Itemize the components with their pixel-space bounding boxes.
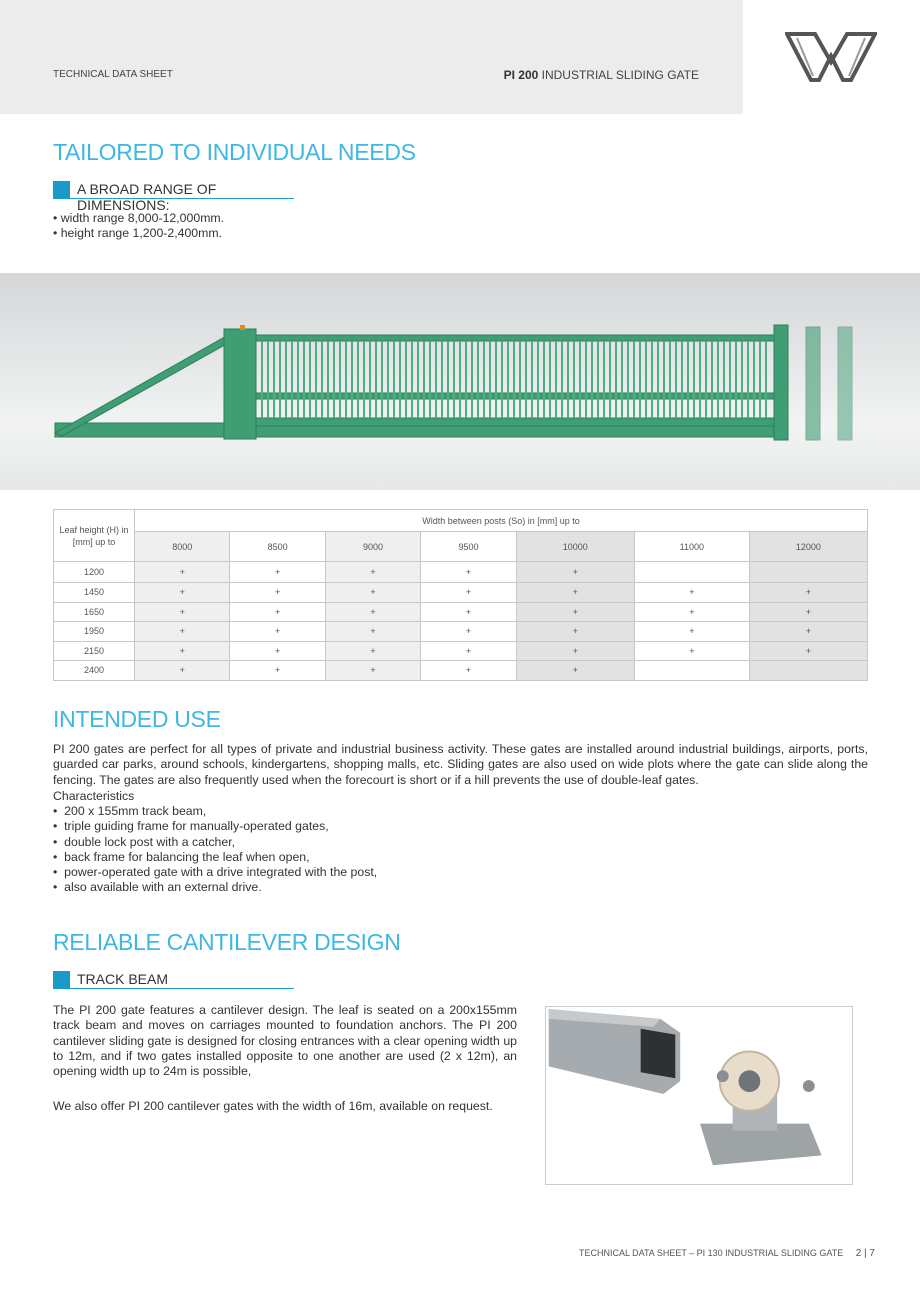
- availability-cell: +: [421, 602, 516, 622]
- characteristic-item: • also available with an external drive.: [53, 880, 262, 895]
- availability-cell: +: [421, 583, 516, 603]
- width-header-12000: 12000: [749, 532, 867, 562]
- height-cell: 1650: [54, 602, 135, 622]
- page-number: 2 | 7: [855, 1248, 875, 1259]
- availability-cell: +: [516, 641, 634, 661]
- header-doc-type: TECHNICAL DATA SHEET: [53, 69, 173, 80]
- sliding-gate-image: [0, 273, 920, 490]
- footer: [579, 1248, 875, 1259]
- availability-cell: +: [421, 562, 516, 583]
- section-title-tailored: TAILORED TO INDIVIDUAL NEEDS: [53, 139, 416, 165]
- dimensions-table: [53, 509, 868, 681]
- availability-cell: +: [421, 641, 516, 661]
- header-band: [0, 0, 743, 114]
- cantilever-note: We also offer PI 200 cantilever gates with the width of 16m, available on request.: [53, 1099, 493, 1113]
- height-cell: 1450: [54, 583, 135, 603]
- availability-cell: +: [135, 661, 230, 681]
- availability-cell: +: [634, 641, 749, 661]
- table-row: [54, 622, 868, 642]
- section-title-intended-use: INTENDED USE: [53, 706, 221, 732]
- availability-cell: [749, 562, 867, 583]
- track-beam-image: [545, 1006, 853, 1185]
- availability-cell: +: [325, 622, 420, 642]
- header-product: [504, 68, 699, 82]
- bullet-width: • width range 8,000-12,000mm.: [53, 211, 225, 225]
- availability-cell: +: [325, 661, 420, 681]
- availability-cell: +: [230, 602, 325, 622]
- row-header: Leaf height (H) in [mm] up to: [54, 510, 135, 562]
- availability-cell: +: [230, 661, 325, 681]
- height-cell: 2400: [54, 661, 135, 681]
- width-header-10000: 10000: [516, 532, 634, 562]
- availability-cell: +: [230, 641, 325, 661]
- availability-cell: +: [516, 562, 634, 583]
- availability-cell: +: [421, 661, 516, 681]
- section-title-cantilever: RELIABLE CANTILEVER DESIGN: [53, 929, 401, 955]
- availability-cell: [634, 661, 749, 681]
- availability-cell: +: [516, 661, 634, 681]
- availability-cell: +: [634, 622, 749, 642]
- brand-logo: [785, 32, 877, 82]
- subheading-track-beam: TRACK BEAM: [53, 971, 294, 989]
- availability-cell: +: [749, 641, 867, 661]
- width-header-9500: 9500: [421, 532, 516, 562]
- availability-cell: +: [135, 641, 230, 661]
- footer-text: TECHNICAL DATA SHEET – PI 130 INDUSTRIAL SLIDING GATE: [578, 1248, 844, 1258]
- width-header-8500: 8500: [230, 532, 325, 562]
- availability-cell: +: [325, 602, 420, 622]
- table-row: [54, 641, 868, 661]
- dimension-bullets: [53, 211, 224, 242]
- availability-cell: +: [516, 622, 634, 642]
- subheading-dimensions: A BROAD RANGE OF DIMENSIONS:: [53, 181, 294, 199]
- availability-cell: +: [230, 562, 325, 583]
- availability-cell: +: [230, 622, 325, 642]
- availability-cell: [749, 661, 867, 681]
- table-row: [54, 583, 868, 603]
- characteristic-item: • double lock post with a catcher,: [53, 834, 236, 849]
- availability-cell: +: [135, 583, 230, 603]
- availability-cell: +: [634, 583, 749, 603]
- table-row: [54, 602, 868, 622]
- table-row: [54, 562, 868, 583]
- intended-use-paragraph: PI 200 gates are perfect for all types of private and industrial business activity. These gates are installed around industrial buildings, airports, ports, guarded car parks, around schools, kindergartens, shopping malls, etc. Sliding gates are also used on wide plots where the gate can slide along the fencing. The gates are also frequently used when the forecourt is short or if a hill prevents the use of double-leaf gates.: [53, 742, 868, 787]
- availability-cell: +: [749, 602, 867, 622]
- product-code: PI 200: [503, 68, 539, 82]
- table-row: [54, 661, 868, 681]
- width-header-9000: 9000: [325, 532, 420, 562]
- characteristic-item: • power-operated gate with a drive integrated with the post,: [53, 865, 378, 880]
- characteristic-item: • back frame for balancing the leaf when open,: [53, 849, 310, 864]
- bullet-height: • height range 1,200-2,400mm.: [53, 226, 223, 241]
- availability-cell: +: [230, 583, 325, 603]
- availability-cell: +: [135, 622, 230, 642]
- availability-cell: [634, 562, 749, 583]
- availability-cell: +: [421, 622, 516, 642]
- availability-cell: +: [325, 562, 420, 583]
- height-cell: 1950: [54, 622, 135, 642]
- width-header-11000: 11000: [634, 532, 749, 562]
- characteristics-list: [53, 804, 377, 896]
- availability-cell: +: [325, 641, 420, 661]
- width-header-8000: 8000: [135, 532, 230, 562]
- characteristic-item: • 200 x 155mm track beam,: [53, 804, 207, 818]
- product-name: INDUSTRIAL SLIDING GATE: [538, 68, 699, 82]
- availability-cell: +: [516, 602, 634, 622]
- availability-cell: +: [749, 622, 867, 642]
- characteristics-label: Characteristics: [53, 789, 135, 803]
- availability-cell: +: [516, 583, 634, 603]
- height-cell: 2150: [54, 641, 135, 661]
- column-header: Width between posts (So) in [mm] up to: [135, 510, 868, 532]
- availability-cell: +: [135, 562, 230, 583]
- cantilever-paragraph: The PI 200 gate features a cantilever design. The leaf is seated on a 200x155mm track beam and moves on carriages mounted to foundation anchors. The PI 200 cantilever sliding gate is designed for closing entrances with a clear opening width up to 12m, and if two gates installed opposite to one another are used (2 x 12m), an opening width up to 24m is possible,: [53, 1003, 517, 1079]
- availability-cell: +: [634, 602, 749, 622]
- height-cell: 1200: [54, 562, 135, 583]
- availability-cell: +: [749, 583, 867, 603]
- availability-cell: +: [325, 583, 420, 603]
- availability-cell: +: [135, 602, 230, 622]
- characteristic-item: • triple guiding frame for manually-operated gates,: [53, 819, 329, 834]
